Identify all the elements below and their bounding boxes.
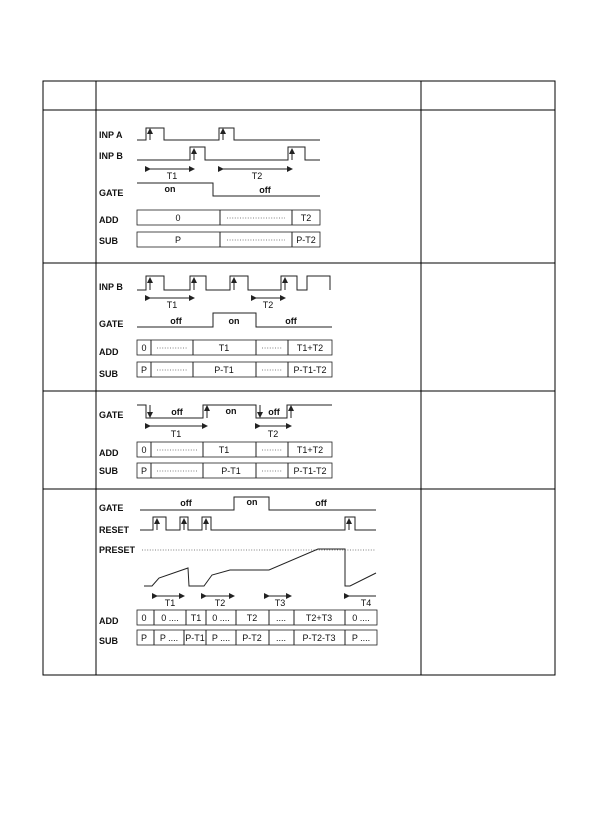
sub-cell: P (140, 466, 148, 476)
add-cell: T1 (218, 445, 230, 455)
signal-label: ADD (99, 347, 119, 357)
add-cell: 0 .... (352, 613, 370, 623)
gate-state-label: on (246, 497, 258, 507)
sub-cell: P-T2-T3 (302, 633, 336, 643)
signal-label: INP B (99, 282, 123, 292)
interval-label: T1 (166, 300, 178, 310)
signal-label: GATE (99, 319, 124, 329)
sub-cell: P-T2 (242, 633, 262, 643)
interval-label: T4 (360, 598, 372, 608)
sub-register (137, 232, 320, 247)
gate-state-label: off (315, 498, 327, 508)
signal-label: SUB (99, 236, 119, 246)
signal-label: INP B (99, 151, 123, 161)
sub-cell: P-T1 (221, 466, 241, 476)
sub-cell: P .... (211, 633, 231, 643)
table-grid (43, 81, 555, 675)
gate-waveform (140, 497, 376, 510)
interval-label: T2 (214, 598, 226, 608)
signal-label: ADD (99, 448, 119, 458)
signal-label: INP A (99, 130, 123, 140)
gate-state-label: off (268, 407, 280, 417)
interval-label: T2 (262, 300, 274, 310)
sub-cell: P-T1-T2 (293, 365, 327, 375)
add-cell: 0 .... (161, 613, 179, 623)
signal-label: RESET (99, 525, 130, 535)
sub-cell: P .... (159, 633, 179, 643)
interval-label: T2 (251, 171, 263, 181)
signal-label: PRESET (99, 545, 136, 555)
reset-waveform (140, 517, 376, 530)
interval-label: T1 (170, 429, 182, 439)
add-cell: T1 (218, 343, 230, 353)
gate-state-label: off (171, 407, 183, 417)
sub-cell: P (174, 235, 182, 245)
signal-label: SUB (99, 466, 119, 476)
timing-diagram-3 (99, 405, 332, 478)
gate-state-label: on (228, 316, 240, 326)
interval-label: T2 (267, 429, 279, 439)
signal-label: ADD (99, 215, 119, 225)
add-cell: 0 .... (212, 613, 230, 623)
add-cell: T1 (190, 613, 202, 623)
add-cell: T1+T2 (296, 445, 324, 455)
gate-state-label: off (170, 316, 182, 326)
timing-diagram-4 (99, 497, 377, 646)
sub-cell: .... (275, 633, 287, 643)
add-register (137, 210, 320, 225)
add-cell: T2 (246, 613, 258, 623)
add-cell: .... (275, 613, 287, 623)
signal-label: SUB (99, 636, 119, 646)
add-cell: 0 (141, 343, 147, 353)
gate-state-label: on (225, 406, 237, 416)
inp-a-waveform (137, 128, 320, 140)
interval-label: T1 (166, 171, 178, 181)
sub-cell: P-T1 (214, 365, 234, 375)
sub-cell: P-T2 (296, 235, 316, 245)
add-cell: T2 (300, 213, 312, 223)
gate-state-label: on (164, 184, 176, 194)
gate-state-label: off (259, 185, 271, 195)
signal-label: GATE (99, 503, 124, 513)
add-cell: 0 (141, 445, 147, 455)
sub-cell: P .... (351, 633, 371, 643)
timing-diagram-1 (99, 128, 320, 247)
signal-label: GATE (99, 188, 124, 198)
add-cell: 0 (175, 213, 181, 223)
counter-ramp (144, 549, 376, 586)
add-cell: 0 (141, 613, 147, 623)
gate-state-label: off (180, 498, 192, 508)
interval-label: T3 (274, 598, 286, 608)
interval-label: T1 (164, 598, 176, 608)
inp-b-waveform (137, 147, 320, 160)
signal-label: SUB (99, 369, 119, 379)
signal-label: ADD (99, 616, 119, 626)
sub-cell: P-T1 (185, 633, 205, 643)
sub-cell: P (140, 633, 148, 643)
signal-label: GATE (99, 410, 124, 420)
add-cell: T2+T3 (305, 613, 333, 623)
gate-state-label: off (285, 316, 297, 326)
sub-cell: P (140, 365, 148, 375)
sub-cell: P-T1-T2 (293, 466, 327, 476)
add-cell: T1+T2 (296, 343, 324, 353)
timing-diagram-2 (99, 276, 332, 379)
